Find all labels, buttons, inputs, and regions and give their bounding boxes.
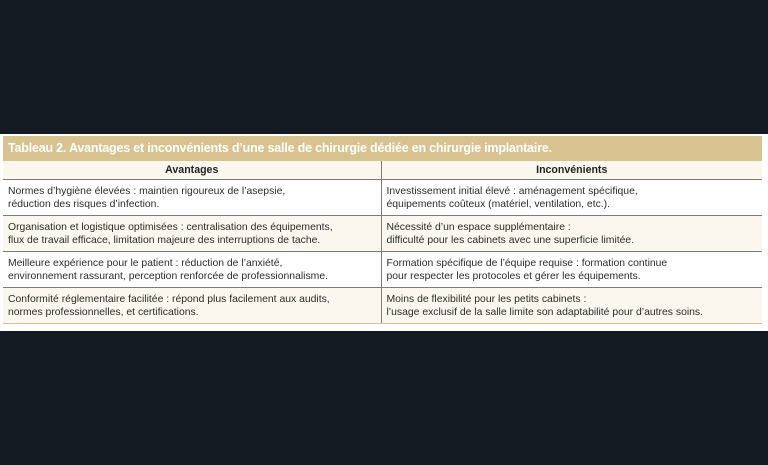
cell-line: environnement rassurant, perception renforcée de professionnalisme. (8, 270, 328, 282)
table-header-row (3, 161, 762, 180)
table-bottom-rule (3, 323, 762, 324)
cell-line: pour respecter les protocoles et gérer les équipements. (386, 270, 641, 282)
cell-line: Conformité réglementaire facilitée : répond plus facilement aux audits, (8, 293, 330, 305)
cell-avantage (3, 252, 381, 288)
cell-avantage (3, 288, 381, 324)
header-avantages: Avantages (3, 161, 381, 180)
table-container (3, 136, 762, 324)
cell-line: Investissement initial élevé : aménagement spécifique, (386, 185, 638, 197)
cell-avantage (3, 216, 381, 252)
table-row (3, 252, 762, 288)
table-caption: Tableau 2. Avantages et inconvénients d’une salle de chirurgie dédiée en chirurgie implantaire. (3, 136, 762, 161)
cell-line: difficulté pour les cabinets avec une superficie limitée. (386, 234, 635, 246)
table-row (3, 288, 762, 324)
cell-inconvenient (381, 252, 762, 288)
cell-line: équipements coûteux (matériel, ventilation, etc.). (386, 198, 611, 210)
cell-inconvenient (381, 216, 762, 252)
cell-line: Organisation et logistique optimisées : centralisation des équipements, (8, 221, 333, 233)
cell-line: réduction des risques d’infection. (8, 198, 160, 210)
table-panel (0, 134, 768, 331)
cell-line: l’usage exclusif de la salle limite son adaptabilité pour d’autres soins. (386, 306, 704, 318)
table-row (3, 216, 762, 252)
table-row (3, 180, 762, 216)
cell-inconvenient (381, 180, 762, 216)
cell-line: Meilleure expérience pour le patient : réduction de l’anxiété, (8, 257, 283, 269)
cell-inconvenient (381, 288, 762, 324)
cell-avantage (3, 180, 381, 216)
cell-line: Normes d’hygiène élevées : maintien rigoureux de l’asepsie, (8, 185, 286, 197)
comparison-table (3, 161, 762, 323)
cell-line: normes professionnelles, et certifications. (8, 306, 199, 318)
cell-line: Nécessité d’un espace supplémentaire : (386, 221, 571, 233)
cell-line: Formation spécifique de l’équipe requise : formation continue (386, 257, 668, 269)
header-inconvenients: Inconvénients (381, 161, 762, 180)
cell-line: Moins de flexibilité pour les petits cabinets : (386, 293, 587, 305)
cell-line: flux de travail efficace, limitation majeure des interruptions de tache. (8, 234, 321, 246)
